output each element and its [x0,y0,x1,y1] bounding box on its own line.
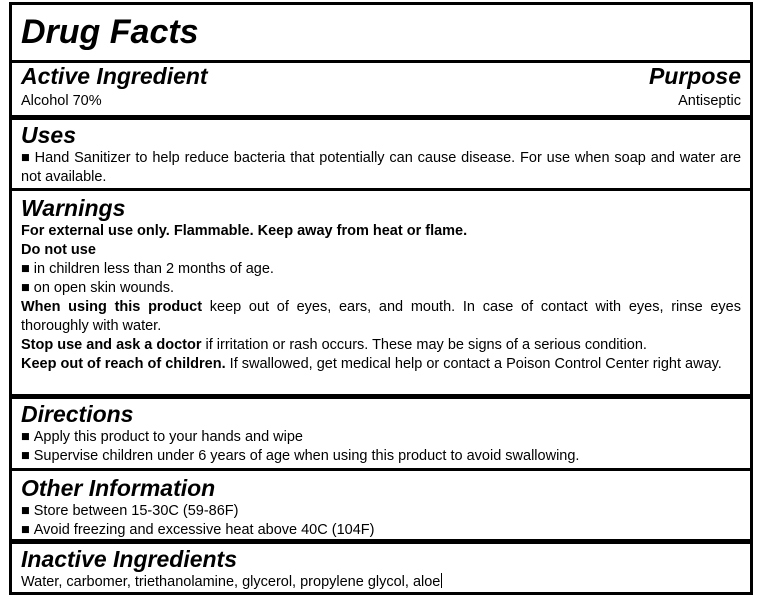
warning-item: ■ in children less than 2 months of age. [21,261,274,277]
direction-item: ■ Supervise children under 6 years of age when using this product to avoid swallowing. [21,448,580,464]
active-ingredient-heading: Active Ingredient [21,63,208,89]
bullet-icon: ■ [21,261,30,277]
inactive-ingredients-section [12,548,750,592]
uses-section [12,124,750,187]
text-cursor [441,573,442,588]
do-not-use-label: Do not use [21,242,96,258]
warnings-heading: Warnings [21,195,126,221]
directions-heading: Directions [21,401,134,427]
bullet-icon: ■ [21,503,30,519]
title-section [12,15,750,49]
purpose-value: Antiseptic [678,93,741,109]
warning-item: ■ on open skin wounds. [21,280,175,296]
divider [12,539,750,544]
warnings-section [12,197,750,374]
bullet-icon: ■ [21,429,30,445]
divider [12,468,750,471]
purpose-heading: Purpose [648,63,741,89]
other-info-item: ■ Avoid freezing and excessive heat above 40C (104F) [21,522,375,538]
when-using-warning: When using this product keep out of eyes, ears, and mouth. In case of contact with eyes, rinse eyes thoroughly with water. [21,299,741,334]
divider [12,188,750,191]
stop-use-warning: Stop use and ask a doctor if irritation or rash occurs. These may be signs of a serious condition. [21,337,647,353]
keep-out-warning: Keep out of reach of children. If swallowed, get medical help or contact a Poison Control Center right away. [21,356,722,372]
direction-item: ■ Apply this product to your hands and wipe [21,429,303,445]
directions-section [12,403,750,466]
inactive-ingredients-text: Water, carbomer, triethanolamine, glycerol, propylene glycol, aloe [21,574,441,590]
active-ingredient-value: Alcohol 70% [21,93,102,109]
other-information-heading: Other Information [21,475,216,501]
bullet-icon: ■ [21,522,30,538]
bullet-icon: ■ [21,150,31,166]
drug-facts-title: Drug Facts [21,13,199,51]
divider [12,115,750,120]
drug-facts-panel [9,2,753,595]
active-ingredient-section [12,65,750,111]
bullet-icon: ■ [21,448,30,464]
inactive-ingredients-heading: Inactive Ingredients [21,546,238,572]
uses-heading: Uses [21,122,76,148]
uses-text: ■ Hand Sanitizer to help reduce bacteria that potentially can cause disease. For use when soap and water are not available. [21,150,742,185]
external-use-warning: For external use only. Flammable. Keep away from heat or flame. [21,223,468,239]
bullet-icon: ■ [21,280,30,296]
other-information-section [12,477,750,540]
other-info-item: ■ Store between 15-30C (59-86F) [21,503,239,519]
divider [12,394,750,399]
